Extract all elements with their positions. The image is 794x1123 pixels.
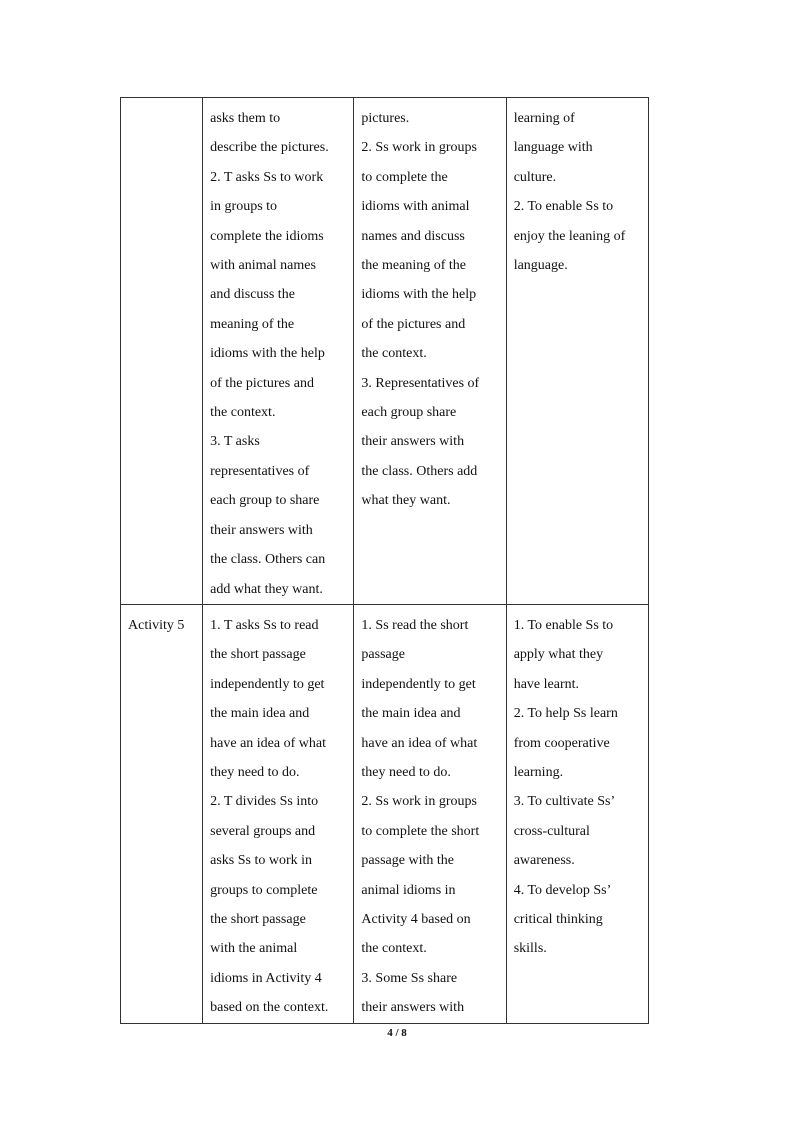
cell-text-line: idioms in Activity 4 [210, 970, 322, 986]
cell-text-line: add what they want. [210, 581, 323, 597]
cell-text-line: the context. [361, 346, 427, 362]
cell-text-line: the main idea and [210, 706, 310, 722]
cell-text-line: 2. T divides Ss into [210, 794, 319, 810]
cell-text-line: complete the idioms [210, 228, 324, 244]
table-row [121, 604, 649, 1023]
cell-text-line: language. [513, 258, 568, 274]
cell-text-line: asks Ss to work in [210, 853, 313, 869]
cell-text-line: asks them to [210, 111, 281, 126]
cell-text-line: 2. To enable Ss to [513, 199, 614, 215]
cell-text-line: their answers with [361, 434, 465, 450]
cell-text-line: they need to do. [361, 764, 451, 780]
cell-text-line: have learnt. [513, 676, 579, 692]
cell-text-line: what they want. [361, 493, 451, 509]
cell-text-line: the short passage [210, 647, 306, 663]
cell-text-line: apply what they [513, 647, 604, 663]
cell-text-line: each group share [361, 405, 457, 421]
purpose-cell [506, 604, 648, 1023]
cell-text-line: based on the context. [210, 1000, 329, 1016]
table-row [121, 98, 649, 605]
cell-text-line: 4. To develop Ss’ [513, 882, 612, 898]
cell-text-line: language with [513, 140, 593, 156]
cell-text-line: the context. [210, 405, 276, 421]
purpose-cell [506, 98, 648, 605]
cell-text-line: of the pictures and [361, 316, 466, 332]
cell-text-line: several groups and [210, 823, 316, 839]
cell-text-line: critical thinking [513, 911, 603, 927]
cell-text-line: the meaning of the [361, 258, 466, 274]
cell-text-line: 1. T asks Ss to read [210, 617, 319, 633]
cell-text-line: enjoy the leaning of [513, 228, 626, 244]
cell-text-line: 1. To enable Ss to [513, 617, 614, 633]
cell-text-line: with the animal [210, 941, 298, 957]
cell-text-line: names and discuss [361, 228, 465, 244]
cell-text-line: from cooperative [513, 735, 610, 751]
cell-text-line: to complete the short [361, 823, 480, 839]
cell-text-line: cross-cultural [513, 823, 590, 839]
cell-text-line: 3. Some Ss share [361, 970, 458, 986]
cell-text-line: meaning of the [210, 316, 295, 332]
cell-text-line: in groups to [210, 199, 278, 215]
cell-text-line: describe the pictures. [210, 140, 329, 156]
cell-text-line: 3. T asks [210, 434, 260, 450]
cell-text-line: and discuss the [210, 287, 295, 303]
cell-text-line: skills. [513, 941, 547, 957]
cell-text-line: learning. [513, 764, 564, 780]
cell-text-line: passage [361, 647, 405, 663]
cell-text-line: with animal names [210, 258, 316, 274]
cell-text-line: 2. Ss work in groups [361, 794, 477, 810]
cell-text-line: representatives of [210, 463, 310, 479]
activity-cell [121, 604, 203, 1023]
cell-text-line: 3. Representatives of [361, 375, 480, 391]
cell-text-line: have an idea of what [210, 735, 326, 751]
cell-text-line: have an idea of what [361, 735, 478, 751]
cell-text-line: learning of [513, 111, 575, 126]
cell-text-line: awareness. [513, 853, 575, 869]
activity-label: Activity 5 [128, 617, 185, 633]
cell-text-line: pictures. [361, 111, 410, 126]
cell-text-line: the context. [361, 941, 427, 957]
cell-text-line: passage with the [361, 853, 454, 869]
cell-text-line: 3. To cultivate Ss’ [513, 794, 616, 810]
cell-text-line: their answers with [210, 522, 313, 538]
cell-text-line: idioms with the help [210, 346, 325, 362]
cell-text-line: idioms with animal [361, 199, 470, 215]
cell-text-line: 2. Ss work in groups [361, 140, 477, 156]
cell-text-line: 2. T asks Ss to work [210, 169, 324, 185]
cell-text-line: groups to complete [210, 882, 318, 898]
cell-text-line: the class. Others can [210, 552, 326, 568]
cell-text-line: idioms with the help [361, 287, 477, 303]
student-activity-cell [354, 604, 506, 1023]
cell-text-line: 1. Ss read the short [361, 617, 469, 633]
cell-text-line: of the pictures and [210, 375, 314, 391]
cell-text-line: animal idioms in [361, 882, 456, 898]
cell-text-line: the short passage [210, 911, 306, 927]
activity-cell [121, 98, 203, 605]
cell-text-line: they need to do. [210, 764, 300, 780]
page-number: 4 / 8 [387, 1027, 407, 1039]
teacher-activity-cell [203, 604, 354, 1023]
cell-text-line: culture. [513, 169, 557, 185]
teacher-activity-cell [203, 98, 354, 605]
lesson-plan-table [120, 97, 649, 1024]
cell-text-line: independently to get [361, 676, 476, 692]
cell-text-line: their answers with [361, 1000, 465, 1016]
cell-text-line: 2. To help Ss learn [513, 706, 618, 722]
cell-text-line: the class. Others add [361, 463, 478, 479]
cell-text-line: Activity 4 based on [361, 911, 471, 927]
cell-text-line: each group to share [210, 493, 320, 509]
cell-text-line: the main idea and [361, 706, 461, 722]
cell-text-line: to complete the [361, 169, 448, 185]
cell-text-line: independently to get [210, 676, 325, 692]
student-activity-cell [354, 98, 506, 605]
